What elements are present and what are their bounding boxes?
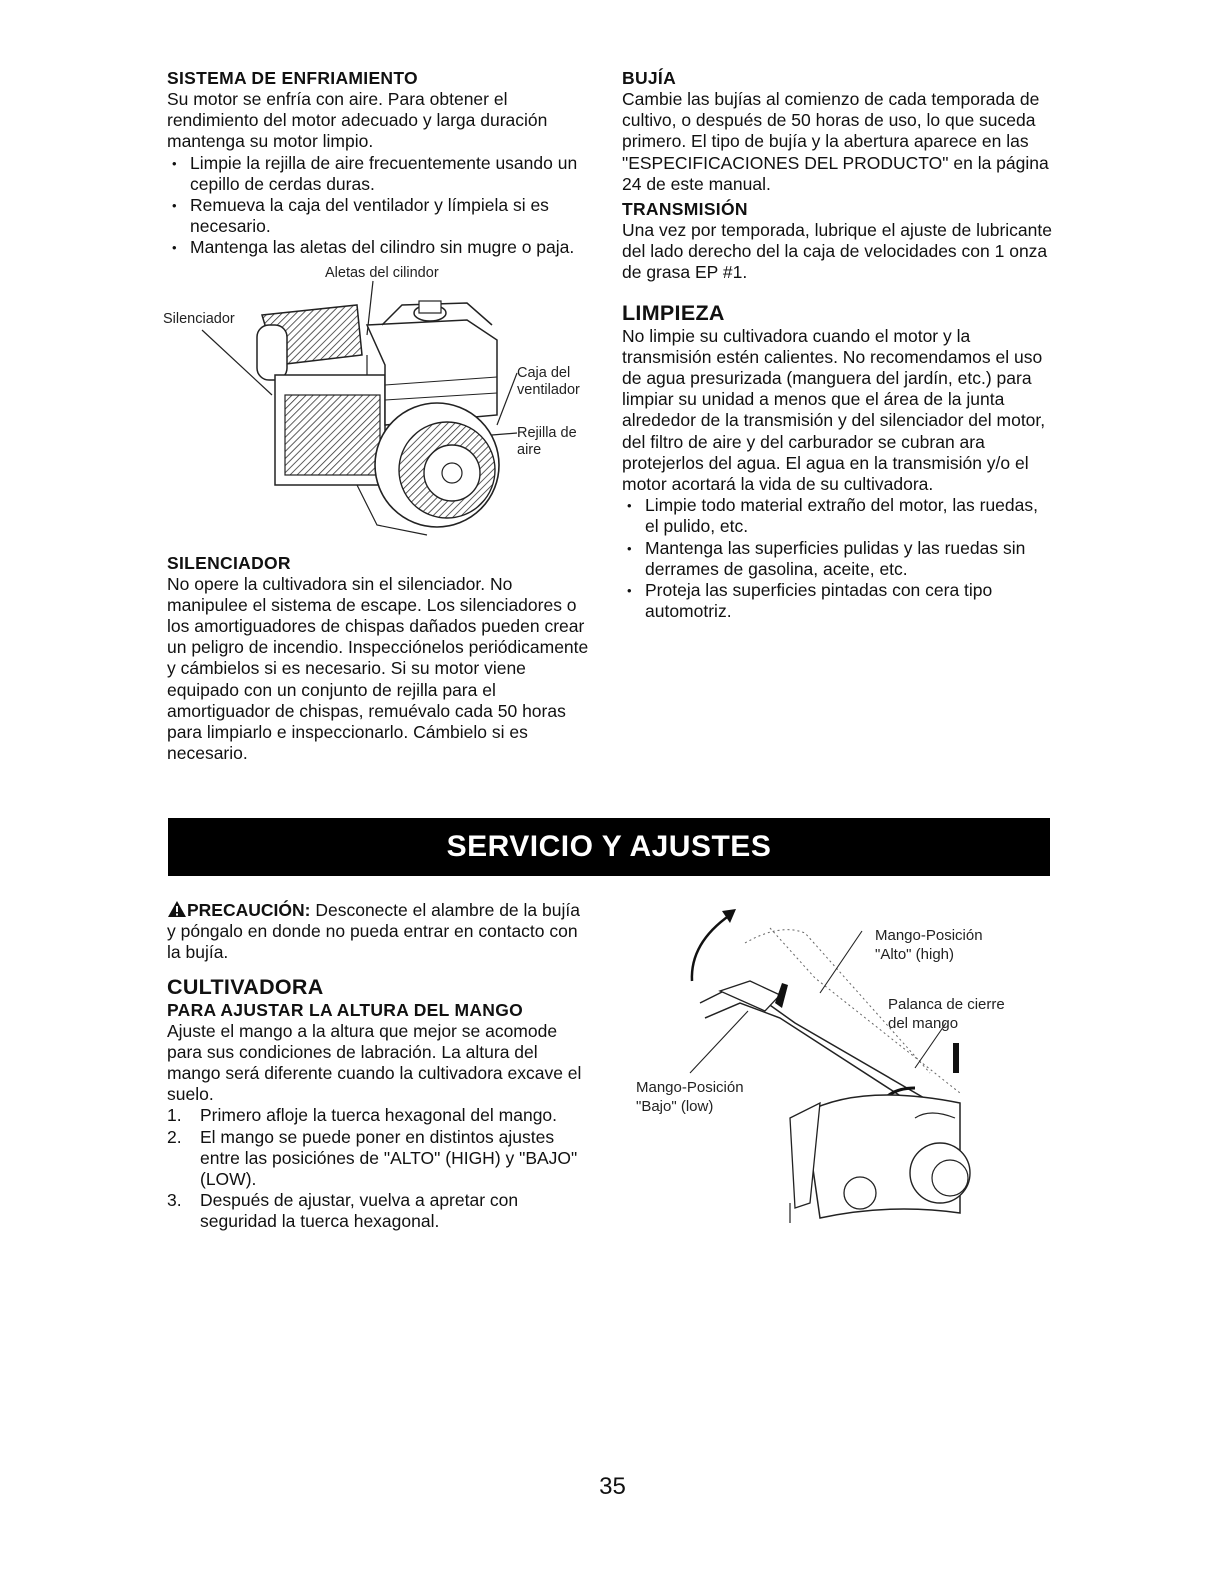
list-item: • Mantenga las superficies pulidas y las ruedas sin derrames de gasolina, aceite, etc.	[622, 538, 1052, 580]
label-lock-lever-detail: del mango	[888, 1015, 959, 1032]
label-lock-lever: Palanca de cierre	[888, 996, 1005, 1013]
engine-illustration	[167, 265, 597, 545]
cleaning-heading: LIMPIEZA	[622, 300, 725, 325]
transmission-text: Una vez por temporada, lubrique el ajuste de lubricante del lado derecho del la caja de velocidades con 1 onza de grasa EP #1.	[622, 220, 1052, 283]
label-fan-housing: Caja del ventilador	[517, 364, 580, 398]
tiller-heading: CULTIVADORA	[167, 974, 324, 999]
page-number: 35	[599, 1473, 626, 1500]
left-column-top	[163, 68, 597, 764]
step-number: 2.	[167, 1126, 182, 1147]
caution-paragraph	[167, 900, 587, 964]
list-item: • Limpie todo material extraño del motor, las ruedas, el pulido, etc.	[622, 495, 1052, 537]
spark-plug-text: Cambie las bujías al comienzo de cada temporada de cultivo, o después de 50 horas de uso, lo que suceda primero. El tipo de bujía y la abertura aparece en las "ESPECIFICACIONES DEL PRODUCTO" en la página 24 de este manual.	[622, 89, 1049, 194]
muffler-text: No opere la cultivadora sin el silenciador. No manipulee el sistema de escape. Los silenciadores o los amortiguadores de chispas dañados pueden crear un peligro de incendio. Inspecciónelos periódicamente y cámbielos si es necesario. Si su motor viene equipado con un conjunto de rejilla para el amortiguador de chispas, remuévalo cada 50 horas para limpiarlo e inspeccionarlo. Cámbielo si es necesario.	[167, 573, 589, 764]
cooling-heading: SISTEMA DE ENFRIAMIENTO	[167, 68, 418, 88]
section-banner: SERVICIO Y AJUSTES	[168, 818, 1050, 876]
list-item	[167, 1127, 587, 1191]
handle-steps	[167, 1105, 587, 1232]
warning-icon	[167, 900, 187, 918]
label-low-position: Mango-Posición	[636, 1079, 744, 1096]
spark-plug-heading: BUJÍA	[622, 68, 677, 88]
caution-text: Desconecte el alambre de la bujía y póngalo en donde no pueda entrar en contacto con la bujía.	[167, 900, 580, 963]
list-item: • Remueva la caja del ventilador y límpiela si es necesario.	[167, 195, 597, 237]
caution-label: PRECAUCIÓN:	[187, 900, 311, 920]
cooling-intro: Su motor se enfría con aire. Para obtener el rendimiento del motor adecuado y larga duración mantenga su motor limpio.	[167, 89, 548, 152]
label-air-screen: Rejilla de aire	[517, 424, 577, 458]
label-muffler: Silenciador	[163, 310, 235, 327]
engine-diagram	[163, 264, 597, 545]
step-text: Después de ajustar, vuelva a apretar con seguridad la tuerca hexagonal.	[200, 1190, 519, 1232]
left-column-bottom	[167, 900, 587, 1233]
muffler-heading: SILENCIADOR	[167, 552, 291, 573]
cleaning-bullets	[622, 495, 1052, 622]
handle-height-subheading: PARA AJUSTAR LA ALTURA DEL MANGO	[167, 999, 524, 1020]
tiller-illustration	[630, 903, 1050, 1233]
step-text: El mango se puede poner en distintos ajustes entre las posiciónes de "ALTO" (HIGH) y "BAJO" (LOW).	[200, 1126, 578, 1190]
cleaning-text: No limpie su cultivadora cuando el motor y la transmisión estén calientes. No recomendamos el uso de agua presurizada (manguera del jardín, etc.) para limpiar su unidad a menos que el área de la junta alrededor de la transmisión y del silenciador del motor, del filtro de aire y del carburador se cubran ara protejerlos del agua. El agua en la transmisión y/o el motor acortará la vida de su cultivadora.	[622, 325, 1046, 495]
label-cylinder-fins: Aletas del cilindor	[325, 264, 439, 281]
step-number: 1.	[167, 1105, 182, 1126]
step-number: 3.	[167, 1190, 182, 1211]
list-item	[167, 1190, 587, 1232]
tiller-text: Ajuste el mango a la altura que mejor se acomode para sus condiciones de labración. La altura del mango será diferente cuando la cultivadora excave el suelo.	[167, 1020, 582, 1105]
label-high-position-detail: "Alto" (high)	[875, 946, 955, 963]
label-high-position: Mango-Posición	[875, 927, 983, 944]
step-text: Primero afloje la tuerca hexagonal del mango.	[200, 1105, 558, 1126]
transmission-heading: TRANSMISIÓN	[622, 199, 748, 220]
list-item: • Proteja las superficies pintadas con cera tipo automotriz.	[622, 580, 1052, 622]
list-item: • Limpie la rejilla de aire frecuentemente usando un cepillo de cerdas duras.	[167, 153, 597, 195]
list-item: • Mantenga las aletas del cilindro sin mugre o paja.	[167, 237, 597, 258]
right-column-top	[622, 68, 1052, 622]
tiller-handle-diagram	[630, 903, 1050, 1233]
cooling-bullets	[167, 153, 597, 259]
list-item	[167, 1105, 587, 1126]
label-low-position-detail: "Bajo" (low)	[636, 1098, 714, 1115]
